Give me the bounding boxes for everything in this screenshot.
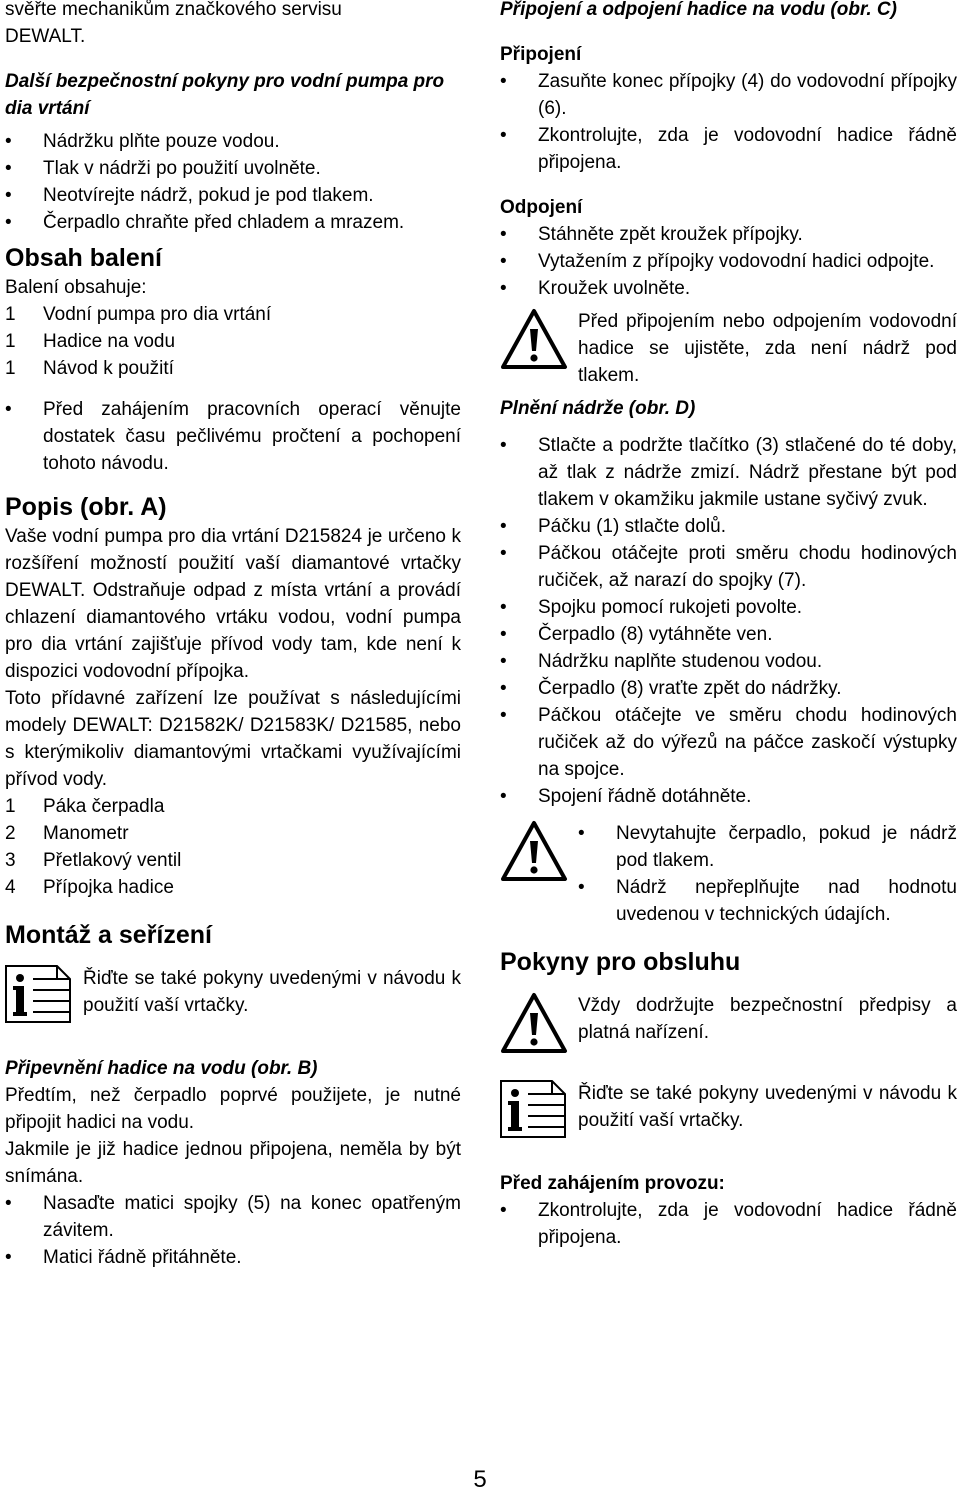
list-item: 1 Návod k použití	[5, 358, 174, 379]
disconnect-subheading: Odpojení	[500, 197, 583, 218]
operation-info-text: Řiďte se také pokyny uvedenými v návodu k použití vaší vrtačky.	[578, 1083, 957, 1131]
contents-list	[5, 301, 461, 382]
assembly-info-notice	[5, 965, 461, 1031]
safety-heading: Další bezpečnostní pokyny pro vodní pumpa pro dia vrtání	[5, 71, 445, 119]
connect-list	[500, 68, 957, 176]
hose-paragraph-2: Jakmile je již hadice jednou připojena, neměla by být snímána.	[5, 1139, 461, 1187]
assembly-heading: Montáž a seřízení	[5, 921, 212, 949]
description-paragraph-2: Toto přídavné zařízení lze používat s následujícími modely DEWALT: D21582K/ D21583K/ D21585, nebo s kterýmikoliv diamantovými vrtačkami využívajícími přívod vody.	[5, 688, 461, 790]
fill-warning-notice	[500, 820, 957, 928]
list-item: • Čerpadlo (8) vraťte zpět do nádržky.	[500, 675, 957, 702]
operation-warning-text: Vždy dodržujte bezpečnostní předpisy a platná nařízení.	[578, 995, 957, 1043]
contents-intro: Balení obsahuje:	[5, 277, 147, 298]
parts-list	[5, 793, 461, 901]
before-list	[500, 1197, 957, 1251]
list-item: • Stáhněte zpět kroužek přípojky.	[500, 221, 957, 248]
list-item: • Páčkou otáčejte ve směru chodu hodinových ručiček až do výřezů na páčce zaskočí výstupky na spojce.	[500, 702, 957, 783]
contents-heading: Obsah balení	[5, 244, 162, 272]
fill-warning-list	[578, 820, 957, 928]
connect-subheading: Připojení	[500, 44, 582, 65]
intro-line-2: DEWALT.	[5, 26, 86, 47]
info-icon	[5, 965, 83, 1031]
list-item: • Zasuňte konec přípojky (4) do vodovodní přípojky (6).	[500, 68, 957, 122]
list-item: 4 Přípojka hadice	[5, 877, 174, 898]
list-item: • Kroužek uvolněte.	[500, 275, 957, 302]
list-item: • Zkontrolujte, zda je vodovodní hadice řádně připojena.	[500, 1197, 957, 1251]
list-item: 1 Vodní pumpa pro dia vrtání	[5, 304, 272, 325]
page-number: 5	[473, 1466, 487, 1493]
left-column	[5, 0, 461, 1271]
intro-line-1: svěřte mechanikům značkového servisu	[5, 0, 342, 20]
list-item: • Páčkou otáčejte proti směru chodu hodinových ručiček, až narazí do spojky (7).	[500, 540, 957, 594]
list-item: • Stlačte a podržte tlačítko (3) stlačené do té doby, až tlak z nádrže zmizí. Nádrž přestane být pod tlakem v okamžiku jakmile ustane syčivý zvuk.	[500, 432, 957, 513]
intro-text	[5, 0, 461, 50]
list-item: • Tlak v nádrži po použití uvolněte.	[5, 155, 461, 182]
hose-heading: Připevnění hadice na vodu (obr. B)	[5, 1058, 318, 1079]
list-item: • Čerpadlo (8) vytáhněte ven.	[500, 621, 957, 648]
list-item: • Před zahájením pracovních operací věnujte dostatek času pečlivému pročtení a pochopení tohoto návodu.	[5, 396, 461, 477]
list-item: • Vytažením z přípojky vodovodní hadici odpojte.	[500, 248, 957, 275]
list-item: 1 Páka čerpadla	[5, 796, 165, 817]
before-heading: Před zahájením provozu:	[500, 1173, 725, 1194]
list-item: 2 Manometr	[5, 823, 129, 844]
list-item: • Zkontrolujte, zda je vodovodní hadice řádně připojena.	[500, 122, 957, 176]
list-item: • Spojku pomocí rukojeti povolte.	[500, 594, 957, 621]
list-item: • Neotvírejte nádrž, pokud je pod tlakem.	[5, 182, 461, 209]
warning-icon	[500, 820, 578, 890]
list-item: • Nevytahujte čerpadlo, pokud je nádrž pod tlakem.	[578, 820, 957, 874]
disconnect-list	[500, 221, 957, 302]
right-column	[500, 0, 957, 1251]
list-item: • Nasaďte matici spojky (5) na konec opatřeným závitem.	[5, 1190, 461, 1244]
connect-heading: Připojení a odpojení hadice na vodu (obr. C)	[500, 0, 897, 20]
assembly-info-text: Řiďte se také pokyny uvedenými v návodu k použití vaší vrtačky.	[83, 968, 461, 1016]
list-item: • Páčku (1) stlačte dolů.	[500, 513, 957, 540]
hose-paragraph-1: Předtím, než čerpadlo poprvé použijete, je nutné připojit hadici na vodu.	[5, 1085, 461, 1133]
warning-icon	[500, 308, 578, 378]
hose-list	[5, 1190, 461, 1271]
safety-list	[5, 128, 461, 236]
list-item: • Čerpadlo chraňte před chladem a mrazem.	[5, 209, 461, 236]
fill-list	[500, 432, 957, 810]
operation-heading: Pokyny pro obsluhu	[500, 948, 741, 976]
list-item: • Nádržku naplňte studenou vodou.	[500, 648, 957, 675]
contents-note	[5, 396, 461, 477]
description-heading: Popis (obr. A)	[5, 493, 167, 521]
operation-warning-notice	[500, 992, 957, 1062]
disconnect-warning-text: Před připojením nebo odpojením vodovodní hadice se ujistěte, zda není nádrž pod tlakem.	[578, 311, 957, 386]
list-item: • Nádrž nepřeplňujte nad hodnotu uvedenou v technických údajích.	[578, 874, 957, 928]
fill-heading: Plnění nádrže (obr. D)	[500, 398, 696, 419]
list-item: 3 Přetlakový ventil	[5, 850, 182, 871]
list-item: 1 Hadice na vodu	[5, 331, 176, 352]
warning-icon	[500, 992, 578, 1062]
list-item: • Matici řádně přitáhněte.	[5, 1244, 461, 1271]
list-item: • Nádržku plňte pouze vodou.	[5, 128, 461, 155]
list-item: • Spojení řádně dotáhněte.	[500, 783, 957, 810]
description-paragraph-1: Vaše vodní pumpa pro dia vrtání D215824 je určeno k rozšíření možností použití vaší diamantové vrtačky DEWALT. Odstraňuje odpad z místa vrtání a provádí chlazení diamantového vrtáku vodou, vodní pumpa pro dia vrtání zajišťuje přívod vody tam, kde není k dispozici vodovodní přípojka.	[5, 526, 461, 682]
info-icon	[500, 1080, 578, 1146]
disconnect-warning-notice	[500, 308, 957, 389]
operation-info-notice	[500, 1080, 957, 1146]
